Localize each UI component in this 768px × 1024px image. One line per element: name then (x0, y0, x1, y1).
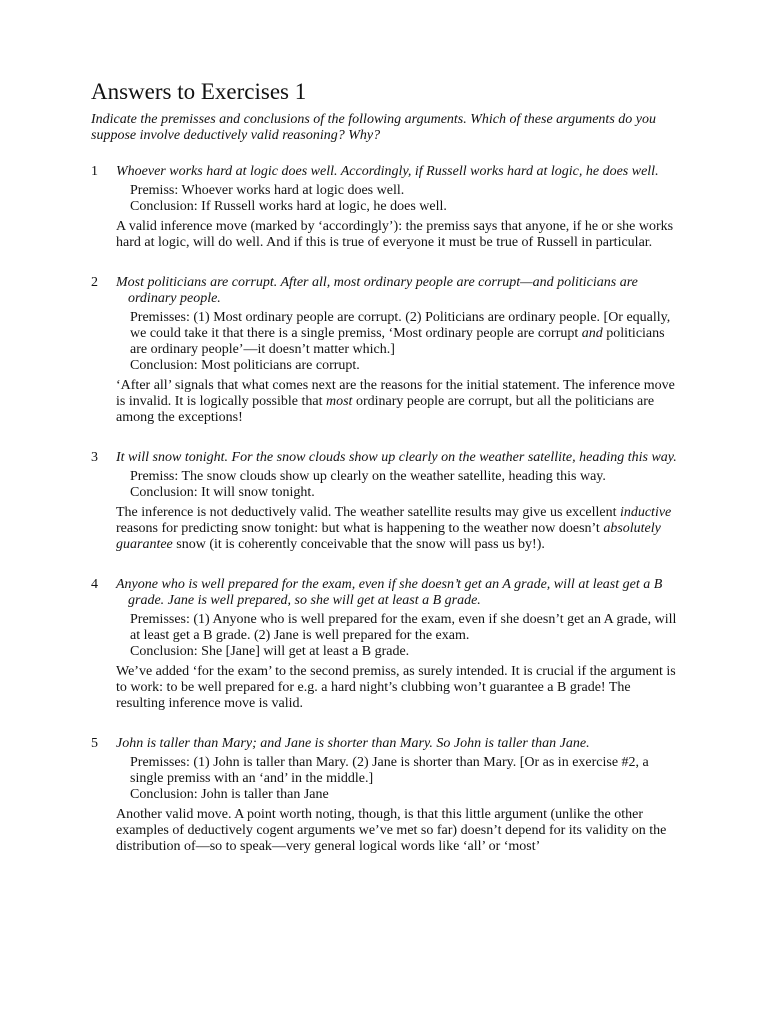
exercise-premiss: Premiss: Whoever works hard at logic does well. (130, 183, 405, 198)
exercise-premiss: Premiss: The snow clouds show up clearly on the weather satellite, heading this way. (130, 469, 606, 484)
instructions: Indicate the premisses and conclusions of the following arguments. Which of these arguments do you suppose involve deductively valid reasoning? Why? (91, 112, 656, 143)
exercise-answer: Another valid move. A point worth noting, though, is that this little argument (unlike the other examples of deductively cogent arguments we’ve met so far) doesn’t depend for its validity on the distribution of—so to speak—very general logical words like ‘all’ or ‘most’ (116, 807, 667, 854)
premiss-emphasis: and (581, 326, 603, 341)
exercise-premiss (116, 310, 681, 358)
exercise-question: Whoever works hard at logic does well. Accordingly, if Russell works hard at logic, he does well. (116, 164, 659, 179)
exercise-answer: We’ve added ‘for the exam’ to the second premiss, as surely intended. It is crucial if the argument is to work: to be well prepared for e.g. a hard night’s clubbing won’t guarantee a B grade! The resulting inference move is valid. (116, 664, 676, 711)
exercise-question: Most politicians are corrupt. After all, most ordinary people are corrupt—and politicians are ordinary people. (116, 275, 638, 306)
document-page (91, 78, 681, 879)
exercise-5 (91, 736, 681, 855)
exercise-answer (116, 378, 681, 426)
exercise-conclusion: Conclusion: John is taller than Jane (130, 787, 329, 802)
answer-text: snow (it is coherently conceivable that the snow will pass us by!). (172, 537, 545, 552)
answer-emphasis: absolutely guarantee (116, 521, 661, 552)
exercise-answer: A valid inference move (marked by ‘accordingly’): the premiss says that anyone, if he or she works hard at logic, will do well. And if this is true of everyone it must be true of Russell in particular. (116, 219, 674, 250)
exercise-number: 1 (91, 164, 98, 179)
exercise-question: It will snow tonight. For the snow clouds show up clearly on the weather satellite, heading this way. (116, 450, 677, 465)
exercise-number: 3 (91, 450, 98, 465)
premiss-text: politicians are ordinary people’—it doesn’t matter which.] (130, 326, 665, 357)
exercise-1 (91, 164, 681, 251)
exercise-3 (91, 450, 681, 553)
answer-text: ordinary people are corrupt, but all the politicians are among the exceptions! (116, 394, 655, 425)
exercise-question: Anyone who is well prepared for the exam, even if she doesn’t get an A grade, will at least get a B grade. Jane is well prepared, so she will get at least a B grade. (116, 577, 663, 608)
exercise-conclusion: Conclusion: If Russell works hard at logic, he does well. (130, 199, 447, 214)
exercise-premiss: Premisses: (1) Anyone who is well prepared for the exam, even if she doesn’t get an A grade, will at least get a B grade. (2) Jane is well prepared for the exam. (130, 612, 677, 643)
exercise-4 (91, 577, 681, 712)
answer-emphasis: inductive (619, 505, 672, 520)
exercise-2 (91, 275, 681, 426)
exercise-question: John is taller than Mary; and Jane is shorter than Mary. So John is taller than Jane. (116, 736, 590, 751)
exercise-conclusion: Conclusion: Most politicians are corrupt. (130, 358, 360, 373)
answer-emphasis: most (325, 394, 353, 409)
exercise-conclusion: Conclusion: It will snow tonight. (130, 485, 315, 500)
premiss-text: Premisses: (1) Most ordinary people are corrupt. (2) Politicians are ordinary people. [Or equally, we could take it that there is a single premiss, ‘Most ordinary people are corrupt (130, 310, 671, 341)
answer-text: ‘After all’ signals that what comes next are the reasons for the initial statement. The inference move is invalid. It is logically possible that (116, 378, 675, 409)
exercise-number: 2 (91, 275, 98, 290)
exercise-premiss: Premisses: (1) John is taller than Mary. (2) Jane is shorter than Mary. [Or as in exercise #2, a single premiss with an ‘and’ in the middle.] (130, 755, 649, 786)
answer-text: reasons for predicting snow tonight: but what is happening to the weather now doesn’t (116, 521, 604, 536)
answer-text: The inference is not deductively valid. The weather satellite results may give us excellent (116, 505, 620, 520)
exercise-conclusion: Conclusion: She [Jane] will get at least a B grade. (130, 644, 410, 659)
page-title: Answers to Exercises 1 (91, 79, 307, 104)
exercise-answer (116, 505, 681, 553)
exercise-number: 5 (91, 736, 98, 751)
exercise-number: 4 (91, 577, 98, 592)
